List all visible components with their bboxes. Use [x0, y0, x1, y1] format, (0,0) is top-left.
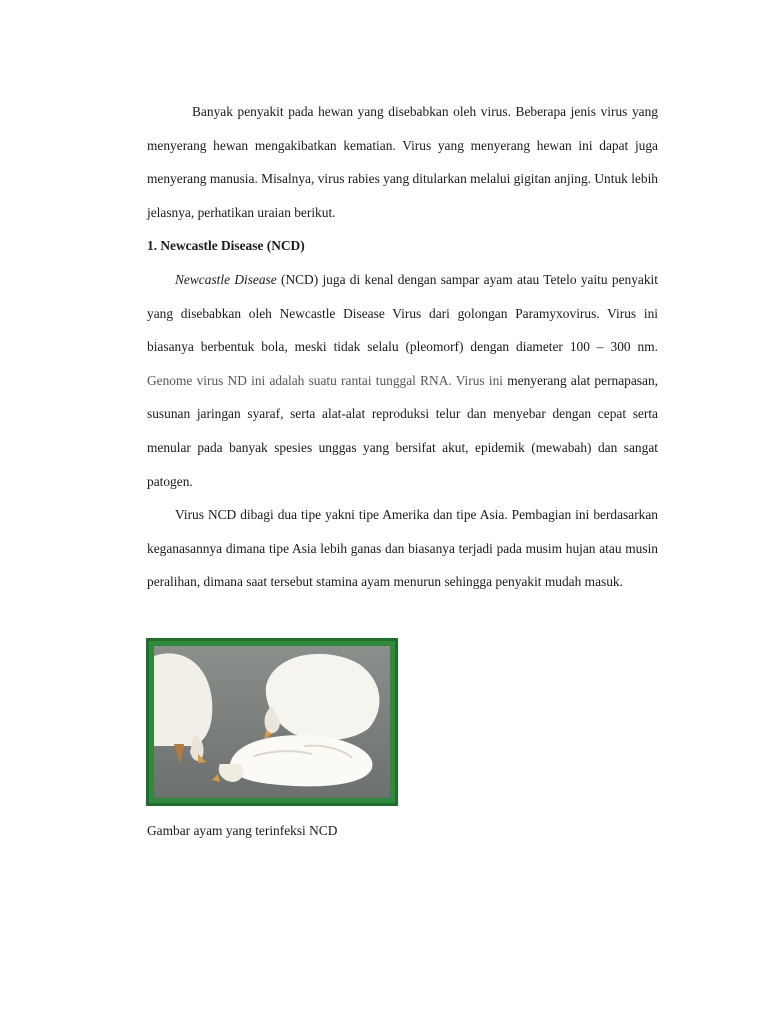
infected-chicken-photo: [146, 638, 398, 806]
intro-paragraph: Banyak penyakit pada hewan yang disebabkan oleh virus. Beberapa jenis virus yang menyerang hewan mengakibatkan kematian. Virus yang menyerang hewan ini dapat juga menyerang manusia. Misalnya, virus rabies yang ditularkan melalui gigitan anjing. Untuk lebih jelasnya, perhatikan uraian berikut.: [147, 104, 658, 220]
document-body: [147, 95, 658, 599]
section-heading: 1. Newcastle Disease (NCD): [147, 238, 305, 254]
ncd-text-grey: Genome virus ND ini adalah suatu rantai tunggal RNA. Virus ini: [147, 372, 503, 388]
ncd-text-b: menyerang alat pernapasan, susunan jaringan syaraf, serta alat-alat reproduksi telur dan menyebar dengan cepat serta menular pada banyak spesies unggas yang bersifat akut, epidemik (mewabah) dan sangat patogen.: [147, 372, 659, 489]
ncd-italic-term: Newcastle Disease: [175, 271, 277, 287]
chicken-photo-illustration: [154, 646, 390, 798]
figure-caption: Gambar ayam yang terinfeksi NCD: [147, 823, 338, 838]
ncd-paragraph-2: Virus NCD dibagi dua tipe yakni tipe Amerika dan tipe Asia. Pembagian ini berdasarkan keganasannya dimana tipe Asia lebih ganas dan biasanya terjadi pada musim hujan atau musin peralihan, dimana saat tersebut stamina ayam menurun sehingga penyakit mudah masuk.: [147, 507, 658, 590]
ncd-paragraph-1: [147, 263, 658, 498]
ncd-text-a: (NCD) juga di kenal dengan sampar ayam atau Tetelo yaitu penyakit yang disebabkan oleh Newcastle Disease Virus dari golongan Paramyxovirus. Virus ini biasanya berbentuk bola, meski tidak selalu (pleomorf) dengan diameter 100 – 300 nm.: [147, 271, 658, 355]
